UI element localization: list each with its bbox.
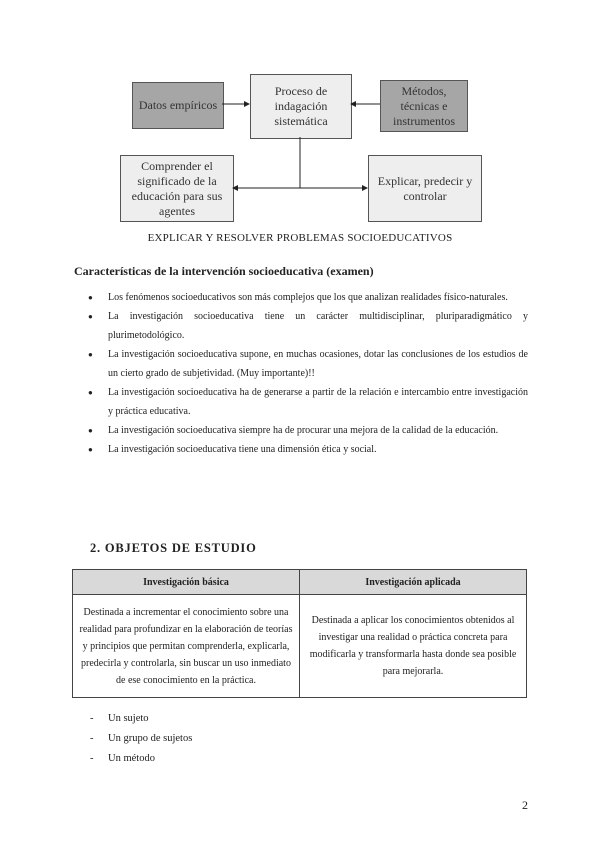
list-item: - Un grupo de sujetos [90, 733, 193, 744]
table-cell: Destinada a incrementar el conocimiento sobre una realidad para profundizar en la elaboración de teorías y principios que permitan comprenderla, explicarla, predecirla y controlarla, sin buscar un uso inmediato de ese conocimiento en la práctica. [73, 595, 300, 698]
list-item: ● La investigación socioeducativa siempre ha de procurar una mejora de la calidad de la educación. [88, 421, 528, 440]
list-item-text: Un método [108, 753, 155, 764]
list-item: ● Los fenómenos socioeducativos son más complejos que los que analizan realidades físico-naturales. [88, 288, 528, 307]
list-item-text: Un grupo de sujetos [108, 733, 193, 744]
box-label: Métodos, técnicas e instrumentos [393, 83, 455, 128]
list-item-text: Un sujeto [108, 713, 149, 724]
table-cell: Destinada a aplicar los conocimientos obtenidos al investigar una realidad o práctica concreta para modificarla y transformarla hasta donde sea posible para mejorarla. [300, 595, 527, 698]
research-types-table [72, 569, 527, 698]
list-item: ● La investigación socioeducativa supone, en muchas ocasiones, dotar las conclusiones de los estudios de un cierto grado de subjetividad. (Muy importante)!! [88, 345, 528, 383]
box-label: Proceso de indagación sistemática [274, 84, 328, 128]
section-title: Características de la intervención socioeducativa (examen) [74, 264, 374, 278]
table-row [73, 595, 527, 698]
page-number: 2 [522, 798, 528, 812]
list-item: - Un sujeto [90, 713, 149, 724]
list-item: ● La investigación socioeducativa ha de generarse a partir de la relación e intercambio entre investigación y práctica educativa. [88, 383, 528, 421]
list-item: - Un método [90, 753, 155, 764]
box-label: Comprender el significado de la educación para sus agentes [131, 158, 223, 218]
box-label: Datos empíricos [138, 98, 218, 112]
table-header-row [73, 570, 527, 595]
diagram-caption: EXPLICAR Y RESOLVER PROBLEMAS SOCIOEDUCATIVOS [147, 232, 453, 244]
characteristics-list [88, 288, 528, 459]
section-heading-2: 2. OBJETOS DE ESTUDIO [90, 541, 257, 555]
table-header: Investigación aplicada [300, 570, 527, 595]
table-header: Investigación básica [73, 570, 300, 595]
box-label: Explicar, predecir y controlar [377, 173, 473, 203]
diagram-arrows [0, 0, 600, 240]
list-item: ● La investigación socioeducativa tiene un carácter multidisciplinar, pluriparadigmático y plurimetodológico. [88, 307, 528, 345]
list-item: ● La investigación socioeducativa tiene una dimensión ética y social. [88, 440, 528, 459]
